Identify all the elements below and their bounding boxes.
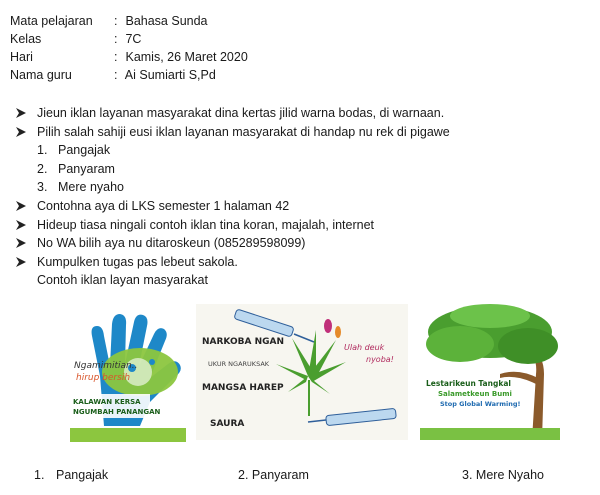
instruction-list bbox=[16, 104, 591, 290]
option-number: 1. bbox=[37, 143, 48, 158]
list-item bbox=[16, 123, 591, 142]
info-label: Nama guru bbox=[10, 68, 72, 82]
caption-2 bbox=[238, 468, 309, 482]
list-item bbox=[16, 197, 591, 216]
option-number: 3. bbox=[37, 180, 48, 195]
info-value: 7C bbox=[125, 32, 142, 46]
list-item bbox=[16, 216, 591, 235]
caption-text: Panyaram bbox=[251, 468, 309, 482]
option-number: 2. bbox=[37, 161, 48, 176]
info-label: Hari bbox=[10, 50, 33, 64]
poster-text: Ulah deuk bbox=[344, 343, 385, 352]
caption-number: 1. bbox=[34, 468, 45, 482]
info-separator: : bbox=[114, 14, 118, 28]
list-item-text: Contohna aya di LKS semester 1 halaman 42 bbox=[37, 198, 290, 213]
poster-text: Lestarikeun Tangkal bbox=[426, 379, 511, 388]
info-value: Ai Sumiarti S,Pd bbox=[124, 68, 216, 82]
info-label: Kelas bbox=[10, 32, 42, 46]
example-label: Contoh iklan layan masyarakat bbox=[37, 273, 208, 288]
info-row-teacher bbox=[10, 66, 248, 84]
arrow-bullet-icon bbox=[16, 108, 26, 118]
list-item-text: Hideup tiasa ningali contoh iklan tina koran, majalah, internet bbox=[37, 217, 375, 232]
poster-pangajak bbox=[70, 306, 186, 442]
poster-text: hirup bersih bbox=[76, 373, 131, 383]
poster-text: nyoba! bbox=[366, 355, 394, 364]
caption-1 bbox=[34, 468, 108, 482]
caption-3 bbox=[462, 468, 544, 482]
example-label-row bbox=[16, 271, 591, 290]
info-separator: : bbox=[114, 50, 118, 64]
poster-text: KALAWAN KERSA bbox=[73, 398, 141, 406]
caption-number: 2. bbox=[238, 468, 249, 482]
arrow-bullet-icon bbox=[16, 238, 26, 248]
list-item-text: No WA bilih aya nu ditaroskeun (085289598099) bbox=[37, 236, 306, 251]
poster-mere-nyaho bbox=[420, 304, 560, 440]
info-row-subject bbox=[10, 12, 248, 30]
option-text: Pangajak bbox=[58, 143, 111, 158]
list-item bbox=[16, 234, 591, 253]
option-text: Panyaram bbox=[58, 161, 115, 176]
list-item-text: Kumpulken tugas pas lebeut sakola. bbox=[37, 254, 238, 269]
info-row-day bbox=[10, 48, 248, 66]
info-value: Kamis, 26 Maret 2020 bbox=[125, 50, 248, 64]
tree-illustration bbox=[420, 304, 560, 440]
option-item bbox=[16, 160, 591, 179]
list-item-text: Jieun iklan layanan masyarakat dina kertas jilid warna bodas, di warnaan. bbox=[37, 106, 445, 120]
caption-text: Mere Nyaho bbox=[475, 468, 545, 482]
list-item bbox=[16, 253, 591, 272]
poster-text: SAURA bbox=[210, 419, 245, 429]
info-separator: : bbox=[114, 32, 118, 46]
anti-drug-illustration bbox=[196, 304, 408, 440]
poster-text: Salametkeun Bumi bbox=[438, 390, 512, 398]
poster-text: NGUMBAH PANANGAN bbox=[73, 408, 161, 416]
info-value: Bahasa Sunda bbox=[125, 14, 208, 28]
caption-text: Pangajak bbox=[56, 468, 109, 482]
info-label: Mata pelajaran bbox=[10, 14, 93, 28]
poster-text: Ngamimitian.. bbox=[74, 361, 138, 371]
option-item bbox=[16, 178, 591, 197]
poster-text: NARKOBA NGAN bbox=[202, 337, 285, 347]
poster-text: Stop Global Warming! bbox=[440, 400, 521, 408]
info-separator: : bbox=[114, 68, 118, 82]
poster-text: UKUR NGARUKSAK bbox=[208, 360, 270, 368]
info-block bbox=[10, 12, 248, 84]
list-item-text: Pilih salah sahiji eusi iklan layanan masyarakat di handap nu rek di pigawe bbox=[37, 124, 450, 139]
option-item bbox=[16, 141, 591, 160]
arrow-bullet-icon bbox=[16, 257, 26, 267]
arrow-bullet-icon bbox=[16, 220, 26, 230]
arrow-bullet-icon bbox=[16, 201, 26, 211]
option-text: Mere nyaho bbox=[58, 180, 125, 195]
info-row-class bbox=[10, 30, 248, 48]
hand-wash-illustration bbox=[70, 306, 186, 442]
poster-panyaram bbox=[196, 304, 408, 440]
caption-number: 3. bbox=[462, 468, 473, 482]
list-item bbox=[16, 104, 591, 123]
arrow-bullet-icon bbox=[16, 127, 26, 137]
poster-text: MANGSA HAREP bbox=[202, 383, 284, 393]
